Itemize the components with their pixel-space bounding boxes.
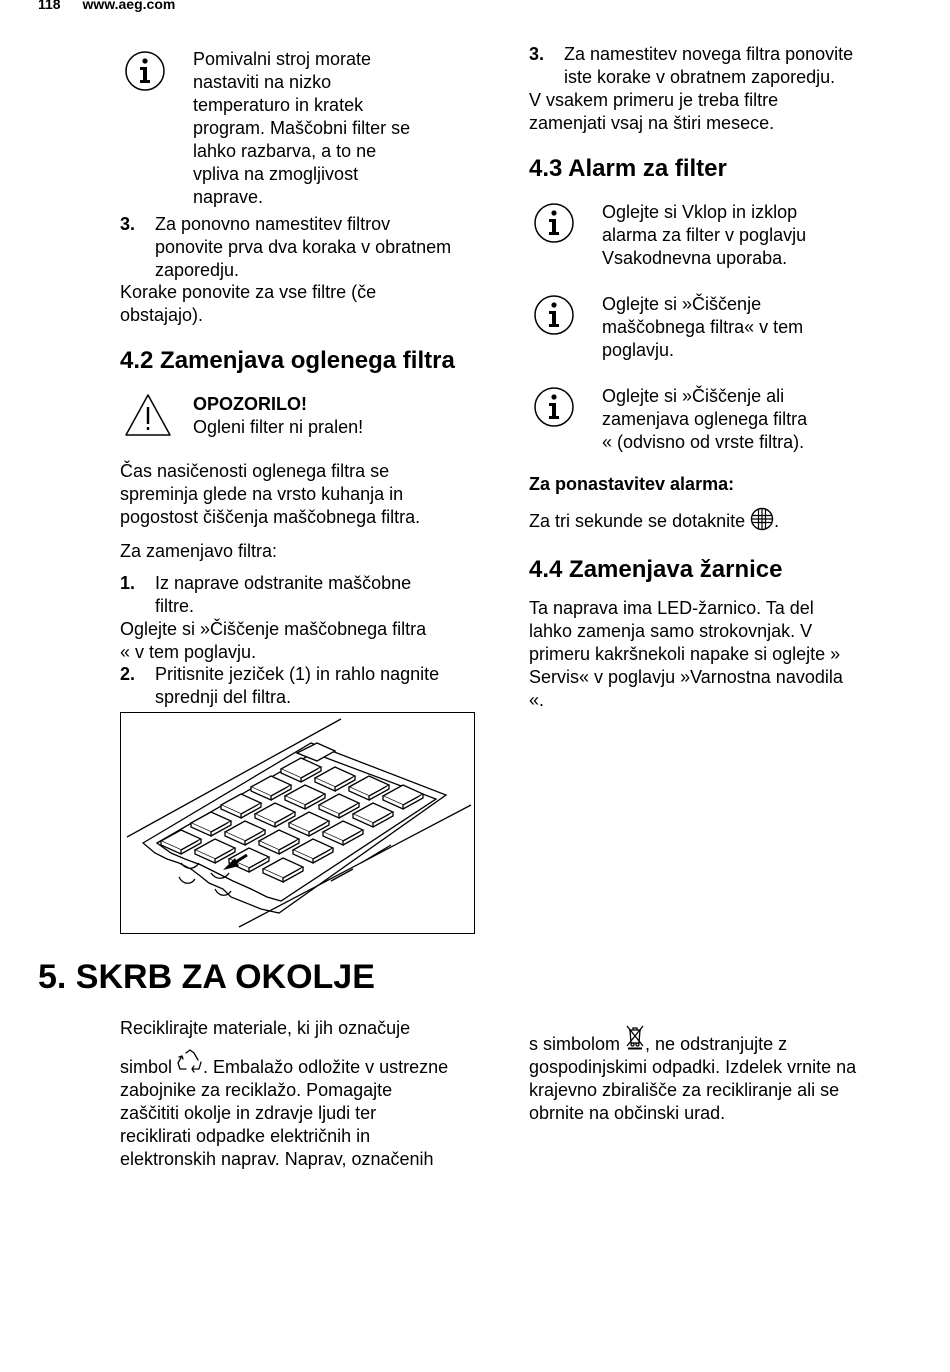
replace-interval-text: V vsakem primeru je treba filtre zamenjati vsaj na štiri mesece. (529, 90, 779, 133)
warning-triangle-icon (124, 393, 172, 437)
info-icon (533, 202, 575, 244)
note-low-temperature: Pomivalni stroj morate nastaviti na nizko temperaturo in kratek program. Maščobni filter se lahko razbarva, a to ne vpliva na zmogljivost naprave. (193, 49, 411, 207)
alarm-note-2: Oglejte si »Čiščenje maščobnega filtra« v tem poglavju. (602, 294, 804, 360)
alarm-note-3: Oglejte si »Čiščenje ali zamenjava oglenega filtra « (odvisno od vrste filtra). (602, 386, 808, 452)
step-3-left: 3. Za ponovno namestitev filtrov ponovite prva dva koraka v obratnem zaporedju. (120, 214, 452, 280)
charcoal-filter-drawing (121, 713, 474, 933)
step-1: 1. Iz naprave odstranite maščobne filtre. (120, 573, 412, 616)
reset-alarm-title: Za ponastavitev alarma: (529, 474, 735, 494)
page-number: 118 (38, 0, 61, 12)
warning-block (193, 393, 363, 439)
section-4-4-title: 4.4 Zamenjava žarnice (529, 556, 783, 583)
filter-illustration (120, 712, 475, 934)
alarm-note-1: Oglejte si Vklop in izklop alarma za filter v poglavju Vsakodnevna uporaba. (602, 202, 807, 268)
section-4-3-title: 4.3 Alarm za filter (529, 155, 727, 182)
reset-alarm-text: Za tri sekunde se dotaknite . (529, 507, 779, 533)
info-icon (124, 50, 166, 92)
step-1-reference: Oglejte si »Čiščenje maščobnega filtra « v tem poglavju. (120, 619, 427, 662)
info-icon (533, 386, 575, 428)
saturation-paragraph: Čas nasičenosti oglenega filtra se spreminja glede na vrsto kuhanja in pogostost čiščenja maščobnega filtra. (120, 461, 421, 527)
lamp-paragraph: Ta naprava ima LED-žarnico. Ta del lahko zamenja samo strokovnjak. V primeru kakršnekoli napake si oglejte » Servis« v poglavju »Varnostna navodila «. (529, 598, 843, 710)
info-icon (533, 294, 575, 336)
step-2: 2. Pritisnite jeziček (1) in rahlo nagnite sprednji del filtra. (120, 664, 440, 707)
repeat-steps-text: Korake ponovite za vse filtre (če obstajajo). (120, 282, 377, 325)
page-header (38, 0, 193, 12)
recycling-paragraph: Reciklirajte materiale, ki jih označuje simbol . Embalažo odložite v ustrezne zabojnike za reciklažo. Pomagajte zaščititi okolje in zdravje ljudi ter reciklirati odpadke električnih in elektronskih naprav. Naprav, označenih (120, 1018, 449, 1169)
warning-text: Ogleni filter ni pralen! (193, 417, 364, 437)
replace-intro: Za zamenjavo filtra: (120, 541, 278, 561)
chapter-5-title: 5. SKRB ZA OKOLJE (38, 958, 375, 996)
section-4-2-title: 4.2 Zamenjava oglenega filtra (120, 347, 455, 374)
step-3-right: 3. Za namestitev novega filtra ponovite iste korake v obratnem zaporedju. (529, 44, 854, 87)
warning-title: OPOZORILO! (193, 394, 307, 414)
recycle-icon (177, 1049, 203, 1075)
crossed-bin-icon (625, 1024, 645, 1050)
site-url[interactable]: www.aeg.com (82, 0, 176, 12)
filter-grid-icon (750, 507, 774, 531)
weee-paragraph: s simbolom , ne odstranjujte z gospodinjskimi odpadki. Izdelek vrnite na krajevno zbirališče za recikliranje ali se obrnite na občinski urad. (529, 1024, 856, 1125)
